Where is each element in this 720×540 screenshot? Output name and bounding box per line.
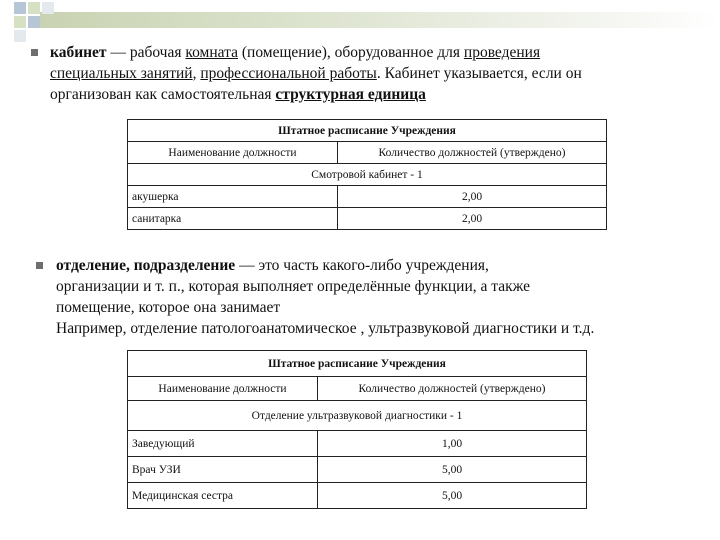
example-line: Например, отделение патологоанатомическое , ультразвуковой диагностики и т.д. [56,320,595,337]
unit-row: Отделение ультразвуковой диагностики - 1 [128,401,587,431]
column-header-position: Наименование должности [128,377,318,401]
position-count: 2,00 [338,208,607,230]
definition-line: помещение, которое она занимает [56,299,281,316]
decorative-square [14,16,26,28]
bullet-icon [36,262,43,269]
position-name: Заведующий [128,431,318,457]
definition-line: отделение, подразделение — это часть какого-либо учреждения, [56,257,489,274]
table-row [128,186,607,208]
table-row [128,457,587,483]
definition-line: специальных занятий, профессиональной работы. Кабинет указывается, если он [50,65,582,82]
unit-row: Смотровой кабинет - 1 [128,164,607,186]
decorative-square [28,16,40,28]
table-title: Штатное расписание Учреждения [128,351,587,377]
term-cabinet: кабинет [50,44,107,61]
position-name: Врач УЗИ [128,457,318,483]
definition-line: кабинет — рабочая комната (помещение), оборудованное для проведения [50,44,541,61]
position-name: акушерка [128,186,338,208]
term-department: отделение, подразделение [56,257,236,274]
staff-table-1 [127,119,607,230]
table-row [128,208,607,230]
decorative-gradient-bar [40,12,720,28]
table-title: Штатное расписание Учреждения [128,120,607,142]
decorative-square [14,2,26,14]
decorative-square [14,30,26,42]
column-header-count: Количество должностей (утверждено) [338,142,607,164]
position-name: Медицинская сестра [128,483,318,509]
table-row [128,431,587,457]
column-header-count: Количество должностей (утверждено) [318,377,587,401]
position-count: 5,00 [318,457,587,483]
bullet-icon [31,49,38,56]
decorative-square [42,2,54,14]
definition-line: организован как самостоятельная структурная единица [50,86,426,103]
definition-department [56,255,716,339]
table-row [128,483,587,509]
position-count: 5,00 [318,483,587,509]
position-count: 2,00 [338,186,607,208]
position-name: санитарка [128,208,338,230]
definition-cabinet [50,42,710,105]
staff-table-2 [127,350,587,509]
decorative-square [28,2,40,14]
position-count: 1,00 [318,431,587,457]
column-header-position: Наименование должности [128,142,338,164]
definition-line: организации и т. п., которая выполняет определённые функции, а также [56,278,531,295]
